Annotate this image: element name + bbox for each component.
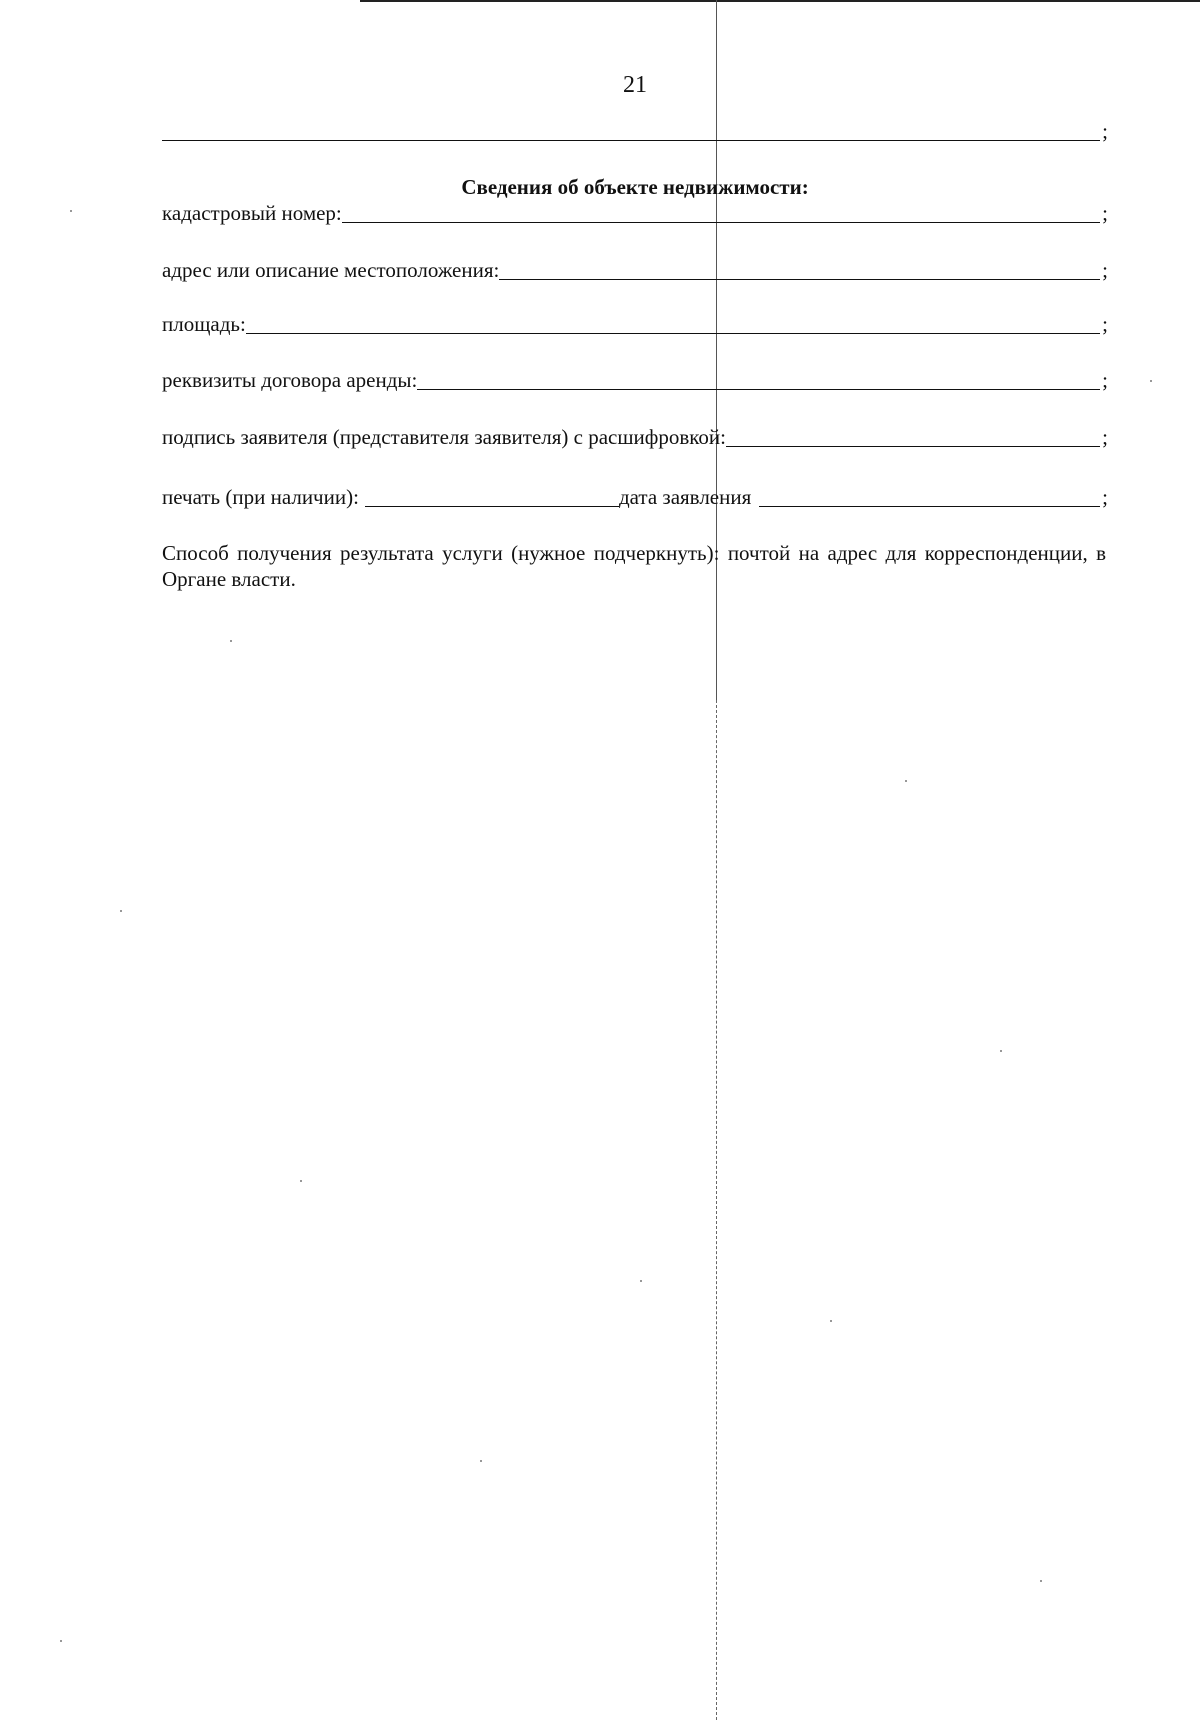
scan-speck xyxy=(230,640,232,642)
scan-speck xyxy=(1000,1050,1002,1052)
lease-details-blank xyxy=(417,369,1100,390)
scan-speck xyxy=(120,910,122,912)
scan-speck xyxy=(60,1640,62,1642)
field-label: кадастровый номер: xyxy=(162,201,342,225)
signature-row xyxy=(162,424,1108,450)
scan-top-edge xyxy=(360,0,1200,2)
result-method-paragraph: Способ получения результата услуги (нужное подчеркнуть): почтой на адрес для корреспонденции, в Органе власти. xyxy=(162,541,1106,591)
lease-details-row xyxy=(162,367,1108,393)
stamp-date-row xyxy=(162,484,1108,510)
line-end: ; xyxy=(1102,425,1108,449)
scan-speck xyxy=(905,780,907,782)
address-row xyxy=(162,257,1108,283)
scan-speck xyxy=(300,1180,302,1182)
field-label: печать (при наличии): xyxy=(162,485,359,509)
area-row xyxy=(162,311,1108,337)
line-end: ; xyxy=(1102,368,1108,392)
scan-speck xyxy=(480,1460,482,1462)
line-end: ; xyxy=(1102,119,1108,143)
stamp-blank xyxy=(365,486,619,507)
scan-speck xyxy=(1150,380,1152,382)
signature-blank xyxy=(726,426,1100,447)
line-end: ; xyxy=(1102,312,1108,336)
area-blank xyxy=(246,313,1100,334)
scan-speck xyxy=(640,1280,642,1282)
scan-speck xyxy=(1040,1580,1042,1582)
date-blank xyxy=(759,486,1100,507)
field-label: дата заявления xyxy=(618,485,752,509)
line-end: ; xyxy=(1102,201,1108,225)
continuation-line xyxy=(162,118,1108,144)
scan-speck xyxy=(830,1320,832,1322)
address-blank xyxy=(499,259,1100,280)
field-label: подпись заявителя (представителя заявителя) с расшифровкой: xyxy=(162,425,726,449)
line-end: ; xyxy=(1102,258,1108,282)
field-label: адрес или описание местоположения: xyxy=(162,258,500,282)
blank-line xyxy=(162,120,1100,141)
field-label: реквизиты договора аренды: xyxy=(162,368,418,392)
section-title: Сведения об объекте недвижимости: xyxy=(461,175,809,199)
fold-line xyxy=(716,0,717,700)
cadastral-number-blank xyxy=(342,202,1100,223)
fold-line-dashed xyxy=(716,700,717,1720)
cadastral-number-row xyxy=(162,200,1108,226)
scan-speck xyxy=(70,210,72,212)
page-number: 21 xyxy=(623,72,647,98)
field-label: площадь: xyxy=(162,312,246,336)
line-end: ; xyxy=(1102,485,1108,509)
